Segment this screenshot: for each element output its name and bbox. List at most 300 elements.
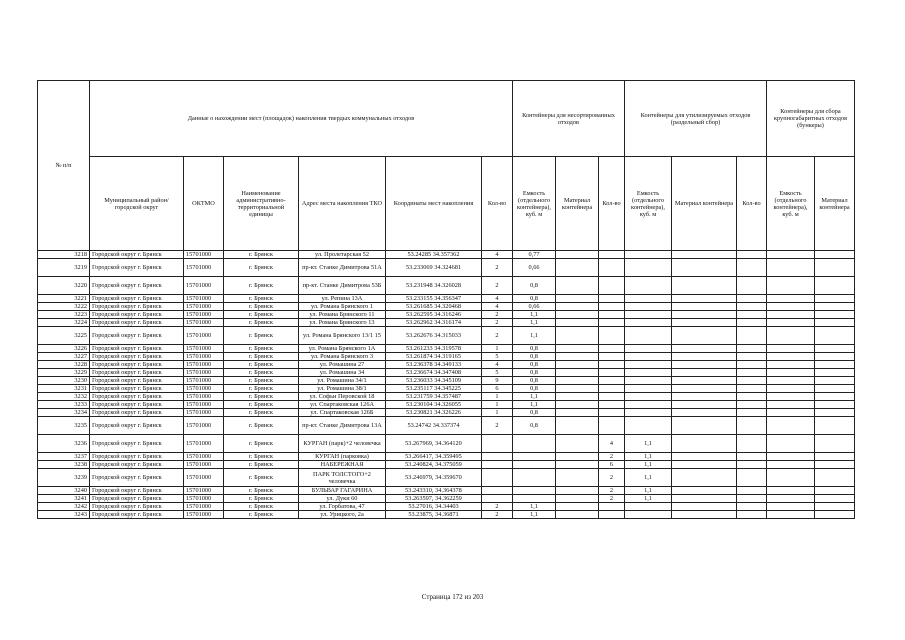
- unsorted-count-cell: 4: [482, 295, 513, 303]
- unsorted-capacity-cell: 0,8: [513, 417, 556, 435]
- table-row: [38, 385, 855, 393]
- separate-material-cell: [672, 393, 737, 401]
- unsorted-material-cell: [556, 401, 599, 409]
- bulky-capacity-cell: [767, 461, 815, 469]
- unsorted-material-cell: [556, 409, 599, 417]
- separate-capacity-cell: 1,1: [625, 461, 672, 469]
- unsorted-capacity-cell: 0,8: [513, 295, 556, 303]
- coordinates-cell: 53.24742 34.337374: [386, 417, 482, 435]
- separate-material-cell: [672, 327, 737, 345]
- table-row: [38, 393, 855, 401]
- municipality-cell: Городской округ г. Брянск: [90, 511, 184, 519]
- unsorted-material-header: Материал контейнера: [556, 157, 599, 251]
- separate-capacity-cell: [625, 327, 672, 345]
- territorial-unit-cell: г. Брянск: [224, 453, 299, 461]
- bulky-capacity-cell: [767, 361, 815, 369]
- separate-count-cell: [599, 401, 625, 409]
- bulky-material-cell: [815, 393, 855, 401]
- oktmo-cell: 15701000: [184, 277, 224, 295]
- municipality-cell: Городской округ г. Брянск: [90, 311, 184, 319]
- separate-capacity-cell: [625, 303, 672, 311]
- unsorted-capacity-cell: 1,1: [513, 311, 556, 319]
- municipality-cell: Городской округ г. Брянск: [90, 361, 184, 369]
- unsorted-material-cell: [556, 435, 599, 453]
- main-data-group-header: Данные о нахождении мест (площадок) накопления твердых коммунальных отходов: [90, 81, 513, 157]
- oktmo-cell: 15701000: [184, 469, 224, 487]
- unsorted-material-cell: [556, 361, 599, 369]
- coordinates-cell: 53.262962 34.316174: [386, 319, 482, 327]
- separate-capacity-cell: [625, 251, 672, 259]
- row-number-cell: 3224: [38, 319, 90, 327]
- territorial-unit-cell: г. Брянск: [224, 353, 299, 361]
- unsorted-material-cell: [556, 251, 599, 259]
- unsorted-count-cell: [482, 453, 513, 461]
- separate-count-cell: 6: [599, 461, 625, 469]
- table-row: [38, 487, 855, 495]
- separate-count-cell: [599, 369, 625, 377]
- separate-capacity-cell: [625, 393, 672, 401]
- bulky-material-cell: [815, 345, 855, 353]
- address-cell: ул. Ромашина 34/1: [299, 377, 386, 385]
- table-row: [38, 295, 855, 303]
- separate-count-cell: 2: [599, 469, 625, 487]
- unsorted-material-cell: [556, 377, 599, 385]
- unsorted-capacity-cell: 1,1: [513, 401, 556, 409]
- separate-count-header: Кол-во: [599, 157, 625, 251]
- address-cell: пр-кт. Станке Димитрова 13А: [299, 417, 386, 435]
- territorial-unit-cell: г. Брянск: [224, 495, 299, 503]
- bulky-capacity-cell: [767, 417, 815, 435]
- table-row: [38, 345, 855, 353]
- unsorted-capacity-cell: 0,8: [513, 361, 556, 369]
- bulky-material-cell: [815, 503, 855, 511]
- table-row: [38, 503, 855, 511]
- row-number-cell: 3231: [38, 385, 90, 393]
- territorial-unit-cell: г. Брянск: [224, 511, 299, 519]
- oktmo-cell: 15701000: [184, 487, 224, 495]
- coordinates-column-header: Координаты мест накопления: [386, 157, 482, 251]
- municipality-cell: Городской округ г. Брянск: [90, 277, 184, 295]
- separate-count-cell: [599, 409, 625, 417]
- bulky-capacity-cell: [767, 377, 815, 385]
- bulky-material-cell: [815, 353, 855, 361]
- separate-count-cell: [599, 377, 625, 385]
- row-number-cell: 3241: [38, 495, 90, 503]
- separate-material-cell: [672, 409, 737, 417]
- bulky-material-cell: [815, 251, 855, 259]
- row-number-cell: 3228: [38, 361, 90, 369]
- separate-count-cell: 2: [599, 487, 625, 495]
- bulky-capacity-cell: [767, 277, 815, 295]
- row-number-cell: 3227: [38, 353, 90, 361]
- row-number-cell: 3229: [38, 369, 90, 377]
- unsorted-material-cell: [556, 393, 599, 401]
- bulky-count-cell: [737, 295, 767, 303]
- address-cell: ул. Романа Брянского 11: [299, 311, 386, 319]
- bulky-count-cell: [737, 417, 767, 435]
- table-row: [38, 251, 855, 259]
- separate-count-cell: [599, 311, 625, 319]
- territorial-unit-cell: г. Брянск: [224, 259, 299, 277]
- address-cell: пр-кт. Станке Димитрова 53Б: [299, 277, 386, 295]
- unsorted-capacity-cell: 0,8: [513, 369, 556, 377]
- bulky-waste-group-header: Контейнеры для сбора крупногабаритных отходов (бункеры): [767, 81, 855, 157]
- bulky-capacity-cell: [767, 385, 815, 393]
- unsorted-material-cell: [556, 327, 599, 345]
- row-number-cell: 3237: [38, 453, 90, 461]
- separate-count-cell: [599, 417, 625, 435]
- row-number-cell: 3235: [38, 417, 90, 435]
- unsorted-material-cell: [556, 259, 599, 277]
- coordinates-cell: 53.236674 34.347408: [386, 369, 482, 377]
- oktmo-cell: 15701000: [184, 377, 224, 385]
- table-row: [38, 303, 855, 311]
- unsorted-capacity-cell: 0,8: [513, 385, 556, 393]
- unsorted-material-cell: [556, 511, 599, 519]
- bulky-capacity-cell: [767, 401, 815, 409]
- separate-material-cell: [672, 503, 737, 511]
- separate-count-cell: [599, 361, 625, 369]
- unsorted-material-cell: [556, 461, 599, 469]
- separate-count-cell: [599, 295, 625, 303]
- bulky-material-cell: [815, 453, 855, 461]
- bulky-count-cell: [737, 461, 767, 469]
- row-number-cell: 3225: [38, 327, 90, 345]
- separate-material-cell: [672, 311, 737, 319]
- table-row: [38, 319, 855, 327]
- municipality-cell: Городской округ г. Брянск: [90, 469, 184, 487]
- unsorted-capacity-cell: 0,66: [513, 303, 556, 311]
- territorial-unit-cell: г. Брянск: [224, 345, 299, 353]
- bulky-material-cell: [815, 409, 855, 417]
- unsorted-material-cell: [556, 487, 599, 495]
- table-row: [38, 511, 855, 519]
- bulky-material-cell: [815, 401, 855, 409]
- address-cell: ул. Спартаковская 126Б: [299, 409, 386, 417]
- unsorted-count-cell: 9: [482, 377, 513, 385]
- bulky-capacity-cell: [767, 353, 815, 361]
- address-cell: ул. Спартаковская 126А: [299, 401, 386, 409]
- bulky-material-cell: [815, 311, 855, 319]
- separate-material-cell: [672, 377, 737, 385]
- separate-capacity-header: Емкость (отдельного контейнера), куб. м: [625, 157, 672, 251]
- separate-collection-group-header: Контейнеры для утилизируемых отходов (раздельный сбор): [625, 81, 767, 157]
- oktmo-cell: 15701000: [184, 319, 224, 327]
- bulky-capacity-cell: [767, 495, 815, 503]
- address-cell: пр-кт. Станке Димитрова 51А: [299, 259, 386, 277]
- bulky-capacity-cell: [767, 511, 815, 519]
- oktmo-cell: 15701000: [184, 417, 224, 435]
- separate-capacity-cell: 1,1: [625, 435, 672, 453]
- municipality-cell: Городской округ г. Брянск: [90, 495, 184, 503]
- municipality-column-header: Муниципальный район/городской округ: [90, 157, 184, 251]
- territorial-unit-column-header: Наименование административно-территориальной единицы: [224, 157, 299, 251]
- separate-count-cell: [599, 319, 625, 327]
- unsorted-capacity-cell: 1,1: [513, 393, 556, 401]
- unsorted-capacity-cell: 1,1: [513, 503, 556, 511]
- separate-count-cell: 2: [599, 495, 625, 503]
- territorial-unit-cell: г. Брянск: [224, 401, 299, 409]
- row-number-cell: 3220: [38, 277, 90, 295]
- separate-capacity-cell: [625, 259, 672, 277]
- row-number-cell: 3230: [38, 377, 90, 385]
- bulky-count-cell: [737, 327, 767, 345]
- oktmo-cell: 15701000: [184, 409, 224, 417]
- municipality-cell: Городской округ г. Брянск: [90, 453, 184, 461]
- separate-capacity-cell: [625, 385, 672, 393]
- separate-count-cell: 4: [599, 435, 625, 453]
- municipality-cell: Городской округ г. Брянск: [90, 401, 184, 409]
- oktmo-cell: 15701000: [184, 401, 224, 409]
- address-cell: ул. Софьи Перовской 18: [299, 393, 386, 401]
- table-row: [38, 327, 855, 345]
- bulky-count-cell: [737, 369, 767, 377]
- separate-material-cell: [672, 259, 737, 277]
- separate-capacity-cell: 1,1: [625, 495, 672, 503]
- row-number-cell: 3240: [38, 487, 90, 495]
- territorial-unit-cell: г. Брянск: [224, 277, 299, 295]
- bulky-count-cell: [737, 361, 767, 369]
- separate-count-cell: [599, 259, 625, 277]
- unsorted-count-cell: [482, 469, 513, 487]
- bulky-capacity-cell: [767, 469, 815, 487]
- oktmo-cell: 15701000: [184, 461, 224, 469]
- municipality-cell: Городской округ г. Брянск: [90, 461, 184, 469]
- separate-capacity-cell: [625, 311, 672, 319]
- unsorted-capacity-cell: 0,77: [513, 251, 556, 259]
- bulky-capacity-cell: [767, 409, 815, 417]
- coordinates-cell: 53.27016, 34.34403: [386, 503, 482, 511]
- bulky-capacity-cell: [767, 251, 815, 259]
- separate-material-cell: [672, 401, 737, 409]
- address-cell: ул. Романа Брянского 13: [299, 319, 386, 327]
- separate-capacity-cell: [625, 409, 672, 417]
- row-number-cell: 3226: [38, 345, 90, 353]
- address-cell: ул. Романа Брянского 1: [299, 303, 386, 311]
- unsorted-capacity-cell: 1,1: [513, 327, 556, 345]
- separate-count-cell: [599, 251, 625, 259]
- unsorted-capacity-cell: [513, 495, 556, 503]
- territorial-unit-cell: г. Брянск: [224, 361, 299, 369]
- separate-material-cell: [672, 453, 737, 461]
- coordinates-cell: 53.262676 34.315033: [386, 327, 482, 345]
- oktmo-cell: 15701000: [184, 303, 224, 311]
- separate-capacity-cell: [625, 353, 672, 361]
- separate-capacity-cell: [625, 417, 672, 435]
- unsorted-capacity-header: Емкость (отдельного контейнера), куб. м: [513, 157, 556, 251]
- address-cell: ул. Романа Брянского 13/1 15: [299, 327, 386, 345]
- table-row: [38, 361, 855, 369]
- table-row: [38, 369, 855, 377]
- unsorted-count-cell: [482, 461, 513, 469]
- unsorted-capacity-cell: 0,8: [513, 277, 556, 295]
- unsorted-capacity-cell: 1,1: [513, 319, 556, 327]
- separate-count-cell: [599, 353, 625, 361]
- territorial-unit-cell: г. Брянск: [224, 435, 299, 453]
- row-number-cell: 3218: [38, 251, 90, 259]
- territorial-unit-cell: г. Брянск: [224, 311, 299, 319]
- row-number-cell: 3233: [38, 401, 90, 409]
- bulky-count-cell: [737, 345, 767, 353]
- municipality-cell: Городской округ г. Брянск: [90, 319, 184, 327]
- coordinates-cell: 53.236033 34.345109: [386, 377, 482, 385]
- table-row: [38, 311, 855, 319]
- bulky-material-cell: [815, 319, 855, 327]
- coordinates-cell: 53.261233 34.319578: [386, 345, 482, 353]
- bulky-material-cell: [815, 469, 855, 487]
- unsorted-count-cell: 1: [482, 401, 513, 409]
- unsorted-material-cell: [556, 369, 599, 377]
- separate-material-cell: [672, 277, 737, 295]
- table-row: [38, 435, 855, 453]
- bulky-count-header: Кол-во: [737, 157, 767, 251]
- table-row: [38, 277, 855, 295]
- separate-count-cell: [599, 503, 625, 511]
- bulky-count-cell: [737, 319, 767, 327]
- separate-capacity-cell: [625, 503, 672, 511]
- unsorted-count-cell: 2: [482, 511, 513, 519]
- coordinates-cell: 53.261685 34.320468: [386, 303, 482, 311]
- unsorted-count-cell: 2: [482, 319, 513, 327]
- separate-material-cell: [672, 461, 737, 469]
- separate-capacity-cell: [625, 277, 672, 295]
- separate-capacity-cell: [625, 511, 672, 519]
- unsorted-material-cell: [556, 503, 599, 511]
- bulky-capacity-cell: [767, 327, 815, 345]
- municipality-cell: Городской округ г. Брянск: [90, 295, 184, 303]
- separate-count-cell: 2: [599, 453, 625, 461]
- unsorted-count-cell: 2: [482, 311, 513, 319]
- separate-material-cell: [672, 319, 737, 327]
- address-cell: КУРГАН (парковка): [299, 453, 386, 461]
- unsorted-containers-group-header: Контейнеры для несортированных отходов: [513, 81, 625, 157]
- unsorted-capacity-cell: [513, 435, 556, 453]
- row-number-cell: 3238: [38, 461, 90, 469]
- territorial-unit-cell: г. Брянск: [224, 319, 299, 327]
- unsorted-material-cell: [556, 495, 599, 503]
- oktmo-cell: 15701000: [184, 327, 224, 345]
- unsorted-material-cell: [556, 453, 599, 461]
- bulky-capacity-cell: [767, 503, 815, 511]
- unsorted-material-cell: [556, 417, 599, 435]
- address-cell: НАБЕРЕЖНАЯ: [299, 461, 386, 469]
- separate-count-cell: [599, 385, 625, 393]
- coordinates-cell: 53.231948 34.326028: [386, 277, 482, 295]
- unsorted-capacity-cell: [513, 461, 556, 469]
- separate-count-cell: [599, 277, 625, 295]
- unsorted-material-cell: [556, 295, 599, 303]
- municipality-cell: Городской округ г. Брянск: [90, 259, 184, 277]
- territorial-unit-cell: г. Брянск: [224, 251, 299, 259]
- address-cell: ул. Дуки 60: [299, 495, 386, 503]
- municipality-cell: Городской округ г. Брянск: [90, 385, 184, 393]
- oktmo-cell: 15701000: [184, 251, 224, 259]
- row-number-cell: 3234: [38, 409, 90, 417]
- table-row: [38, 453, 855, 461]
- separate-material-cell: [672, 435, 737, 453]
- separate-count-cell: [599, 327, 625, 345]
- address-column-header: Адрес места накопления ТКО: [299, 157, 386, 251]
- bulky-capacity-cell: [767, 435, 815, 453]
- unsorted-count-cell: 4: [482, 251, 513, 259]
- oktmo-cell: 15701000: [184, 453, 224, 461]
- territorial-unit-cell: г. Брянск: [224, 385, 299, 393]
- coordinates-cell: 53.243310, 34.364378: [386, 487, 482, 495]
- territorial-unit-cell: г. Брянск: [224, 503, 299, 511]
- bulky-material-cell: [815, 435, 855, 453]
- bulky-count-cell: [737, 311, 767, 319]
- bulky-material-cell: [815, 511, 855, 519]
- oktmo-cell: 15701000: [184, 345, 224, 353]
- unsorted-capacity-cell: [513, 469, 556, 487]
- separate-material-header: Материал контейнера: [672, 157, 737, 251]
- oktmo-cell: 15701000: [184, 311, 224, 319]
- bulky-count-cell: [737, 393, 767, 401]
- unsorted-material-cell: [556, 311, 599, 319]
- unsorted-material-cell: [556, 385, 599, 393]
- oktmo-cell: 15701000: [184, 393, 224, 401]
- row-number-cell: 3222: [38, 303, 90, 311]
- municipality-cell: Городской округ г. Брянск: [90, 435, 184, 453]
- bulky-count-cell: [737, 385, 767, 393]
- address-cell: БУЛЬВАР ГАГАРИНА: [299, 487, 386, 495]
- oktmo-cell: 15701000: [184, 369, 224, 377]
- municipality-cell: Городской округ г. Брянск: [90, 327, 184, 345]
- row-number-cell: 3236: [38, 435, 90, 453]
- separate-material-cell: [672, 369, 737, 377]
- unsorted-count-cell: 2: [482, 417, 513, 435]
- oktmo-cell: 15701000: [184, 503, 224, 511]
- municipality-cell: Городской округ г. Брянск: [90, 377, 184, 385]
- bulky-count-cell: [737, 487, 767, 495]
- bulky-count-cell: [737, 469, 767, 487]
- bulky-capacity-cell: [767, 393, 815, 401]
- bulky-capacity-cell: [767, 487, 815, 495]
- unsorted-count-cell: 2: [482, 327, 513, 345]
- coordinates-cell: 53.23875, 34.36871: [386, 511, 482, 519]
- row-number-cell: 3243: [38, 511, 90, 519]
- municipality-cell: Городской округ г. Брянск: [90, 503, 184, 511]
- separate-capacity-cell: [625, 377, 672, 385]
- unsorted-count-cell: 1: [482, 409, 513, 417]
- separate-material-cell: [672, 495, 737, 503]
- unsorted-capacity-cell: [513, 453, 556, 461]
- territorial-unit-cell: г. Брянск: [224, 295, 299, 303]
- separate-material-cell: [672, 353, 737, 361]
- territorial-unit-cell: г. Брянск: [224, 393, 299, 401]
- coordinates-cell: 53.261874 34.319165: [386, 353, 482, 361]
- address-cell: ул. Романа Брянского 3: [299, 353, 386, 361]
- unsorted-capacity-cell: 0,66: [513, 259, 556, 277]
- separate-material-cell: [672, 303, 737, 311]
- separate-material-cell: [672, 417, 737, 435]
- table-row: [38, 377, 855, 385]
- bulky-capacity-cell: [767, 303, 815, 311]
- unsorted-capacity-cell: 0,8: [513, 345, 556, 353]
- bulky-count-cell: [737, 503, 767, 511]
- territorial-unit-cell: г. Брянск: [224, 327, 299, 345]
- coordinates-cell: 53.263597, 34.362259: [386, 495, 482, 503]
- unsorted-capacity-cell: 0,8: [513, 409, 556, 417]
- coordinates-cell: 53.267969, 34.364120: [386, 435, 482, 453]
- table-row: [38, 353, 855, 361]
- coordinates-cell: 53.231759 34.357487: [386, 393, 482, 401]
- unsorted-material-cell: [556, 277, 599, 295]
- municipality-cell: Городской округ г. Брянск: [90, 417, 184, 435]
- table-row: [38, 461, 855, 469]
- address-cell: ПАРК ТОЛСТОГО+2 человечка: [299, 469, 386, 487]
- territorial-unit-cell: г. Брянск: [224, 469, 299, 487]
